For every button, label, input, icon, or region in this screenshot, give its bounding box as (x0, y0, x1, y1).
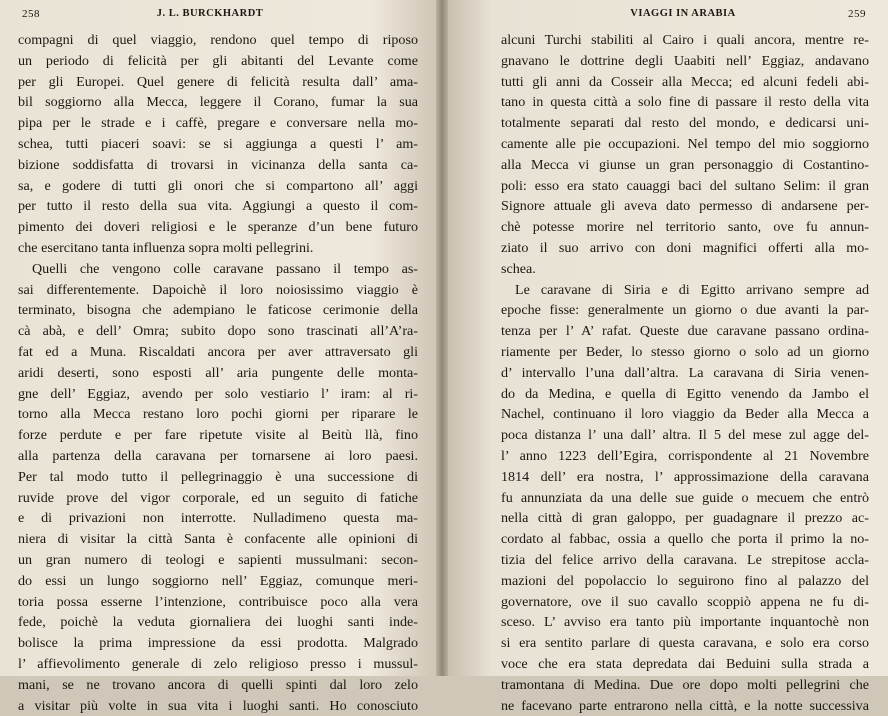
text-line: poli: esso era stato cauaggi baci del sultano Selim: il gran (501, 176, 869, 197)
text-line: fu annunziata da una delle sue guide o mecuem che entrò (501, 488, 869, 509)
left-page-body (18, 30, 418, 716)
text-line: tenza per l’ A’ rafat. Queste due caravane passano ordina- (501, 321, 869, 342)
running-head: J. L. BURCKHARDT (22, 8, 398, 19)
text-line: niera di visitar la città Santa è confacente alle opinioni di (18, 529, 418, 550)
text-line: epoche fisse: generalmente un giorno o due avanti la par- (501, 300, 869, 321)
text-line: schea, tutti piaceri soavi: se si aggiunga a questi l’ am- (18, 134, 418, 155)
text-line: tramontana di Medina. Due ore dopo molti pellegrini che (501, 675, 869, 696)
text-line: l’ affievolimento generale di zelo religioso presso i mussul- (18, 654, 418, 675)
text-line: forze perdute e per fare ripetute visite al Beitù llà, fino (18, 425, 418, 446)
text-line: tano in questa città a solo fine di passare il resto della vita (501, 92, 869, 113)
text-line: schea. (501, 259, 869, 280)
text-line: pimento dei doveri religiosi e le speranze d’un bene futuro (18, 217, 418, 238)
text-line: do da Medina, e quella di Egitto venendo da Jambo el (501, 384, 869, 405)
book-gutter (436, 0, 448, 676)
text-line: camente alle pie occupazioni. Nel tempo del mio soggiorno (501, 134, 869, 155)
left-page (0, 0, 436, 676)
text-line: alcuni Turchi stabiliti al Cairo i quali ancora, mentre re- (501, 30, 869, 51)
text-line: sceso. L’ avviso era tanto più importante inquantochè non (501, 612, 869, 633)
text-line: cà abà, e dell’ Omra; subito dopo sono trascinati all’A’ra- (18, 321, 418, 342)
text-line: sai differentemente. Dapoichè il loro noiosissimo viaggio è (18, 280, 418, 301)
text-line: sa, e godere di tutti gli onori che si compartono all’ aggi (18, 176, 418, 197)
text-line: Nachel, continuano il loro viaggio da Beder alla Mecca a (501, 404, 869, 425)
text-line: a visitar più volte in sua vita i luoghi santi. Ho conosciuto (18, 696, 418, 716)
text-line: aridi deserti, sono esposti all’ aria pungente delle monta- (18, 363, 418, 384)
text-line: governatore, ove il suo cavallo scoppiò appena ne fu di- (501, 592, 869, 613)
text-line: do essi un lungo soggiorno nell’ Eggiaz, comunque meri- (18, 571, 418, 592)
page-number: 259 (848, 8, 866, 20)
text-line: fat ed a Muna. Riscaldati ancora per aver attraversato gli (18, 342, 418, 363)
text-line: mazioni del popolaccio lo seguirono fino al palazzo del (501, 571, 869, 592)
text-line: chè potesse morire nel territorio santo, ove fu annun- (501, 217, 869, 238)
text-line: gne dell’ Eggiaz, avendo per solo vestiario l’ iram: al ri- (18, 384, 418, 405)
text-line: per gli Europei. Quel genere di felicità resulta dall’ ama- (18, 72, 418, 93)
text-line: fede, poichè la veduta giornaliera dei luoghi santi inde- (18, 612, 418, 633)
text-line: nella città di gran galoppo, per guadagnare il prezzo ac- (501, 508, 869, 529)
text-line: cordato al fabbac, ossia a quello che porta il primo la no- (501, 529, 869, 550)
text-line: mani, se ne trovano ancora di quelli spinti dal loro zelo (18, 675, 418, 696)
right-page-body (501, 30, 869, 716)
text-line: alla partenza della caravana per tornarsene ai loro paesi. (18, 446, 418, 467)
text-line: Per tal modo tutto il pellegrinaggio è una successione di (18, 467, 418, 488)
text-line: Le caravane di Siria e di Egitto arrivano sempre ad (501, 280, 869, 301)
text-line: l’ anno 1223 dell’Egira, corrispondente al 21 Novembre (501, 446, 869, 467)
left-page-header (22, 8, 398, 24)
text-line: torno alla Mecca restano loro pochi giorni per riparare le (18, 404, 418, 425)
text-line: e di privazioni non interrotte. Nulladimeno questa ma- (18, 508, 418, 529)
text-line: si era sentito parlare di questa caravana, e solo era corso (501, 633, 869, 654)
text-line: compagni di quel viaggio, rendono quel tempo di riposo (18, 30, 418, 51)
text-line: voce che era stata depredata dai Beduini sulla strada a (501, 654, 869, 675)
text-line: toria possa esserne l’intenzione, contribuisce poco alla vera (18, 592, 418, 613)
text-line: ruvide prove del vigor corporale, ed un seguito di fatiche (18, 488, 418, 509)
text-line: Quelli che vengono colle caravane passano il tempo as- (18, 259, 418, 280)
page-number: 258 (22, 8, 40, 20)
text-line: un gran numero di teologi e sapienti mussulmani: secon- (18, 550, 418, 571)
right-page-header (500, 8, 866, 24)
text-line: pipa per le strade e i caffè, pregare e conversare nella mo- (18, 113, 418, 134)
text-line: che esercitano tanta influenza sopra molti pellegrini. (18, 238, 418, 259)
text-line: bolisce la prima impressione da essi prodotta. Malgrado (18, 633, 418, 654)
text-line: tizia del felice arrivo della caravana. Le strepitose accla- (501, 550, 869, 571)
running-head: VIAGGI IN ARABIA (500, 8, 866, 19)
text-line: un periodo di felicità per gli abitanti del Levante come (18, 51, 418, 72)
text-line: ne facevano parte entrarono nella città, e la notte successiva (501, 696, 869, 716)
right-page (448, 0, 888, 676)
text-line: tutti gli anni da Cosseir alla Mecca; ed alcuni fedeli abi- (501, 72, 869, 93)
text-line: d’ intervallo l’una dall’altra. La caravana di Siria venen- (501, 363, 869, 384)
text-line: per tutto il resto della sua vita. Aggiungi a questo il com- (18, 196, 418, 217)
text-line: alla Mecca vi giunse un gran personaggio di Costantino- (501, 155, 869, 176)
text-line: ziato il suo arrivo con doni magnifici offerti alla mo- (501, 238, 869, 259)
text-line: poca distanza l’ una dall’ altra. Il 5 del mese zul agge del- (501, 425, 869, 446)
text-line: riamente per Beder, lo stesso giorno o solo ad un giorno (501, 342, 869, 363)
text-line: Signore attuale gli aveva dato permesso di andarsene per- (501, 196, 869, 217)
text-line: bil soggiorno alla Mecca, leggere il Corano, fumar la sua (18, 92, 418, 113)
text-line: bizione soddisfatta di trovarsi in vicinanza della santa ca- (18, 155, 418, 176)
text-line: 1814 dell’ era nostra, l’ approssimazione della caravana (501, 467, 869, 488)
text-line: totalmente separati dal resto del mondo, e dedicarsi uni- (501, 113, 869, 134)
text-line: terminato, bisogna che adempiano le faticose cerimonie della (18, 300, 418, 321)
text-line: gnavano le dottrine degli Uaabiti nell’ Eggiaz, andavano (501, 51, 869, 72)
